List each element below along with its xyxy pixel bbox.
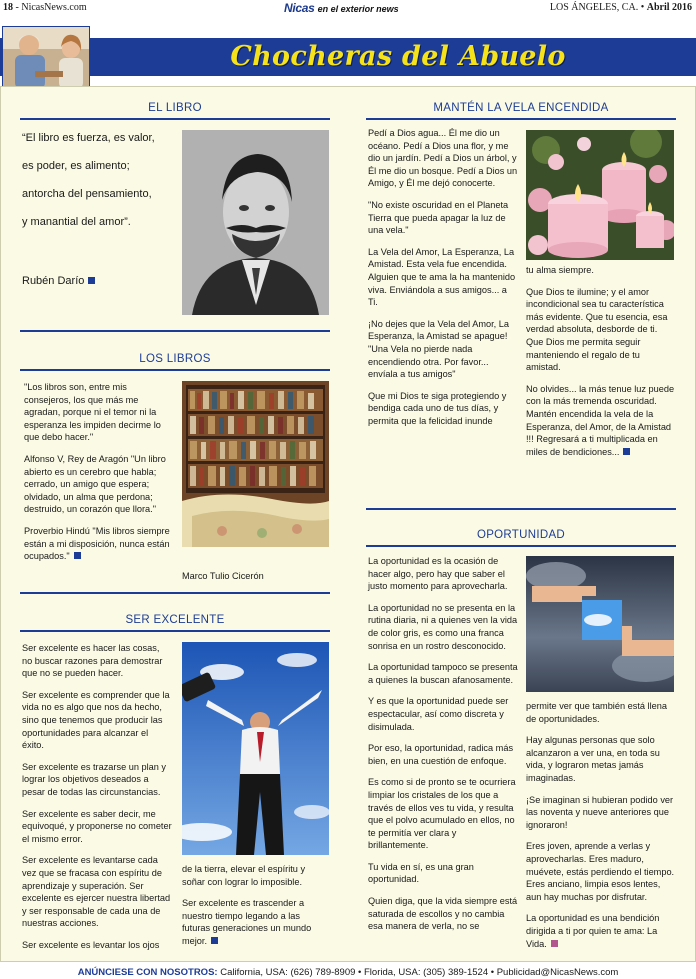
site-name: NicasNews.com: [21, 2, 87, 13]
poem-el-libro: [22, 130, 180, 242]
paragraph: ¡Se imaginan si hubieran podido ver las noventa y nueve anteriores que ignoraron!: [526, 794, 674, 830]
paragraph: Pedí a Dios agua... Él me dio un océano. Pedí a Dios una flor, y me dio un jardín. Pedí a Dios un árbol, y Él me dio un bosque. Pedí a Dios un Amigo, y Él me dejó conocerte.: [368, 128, 518, 189]
rule-ser-excelente: [20, 630, 330, 632]
poem-line: “El libro es fuerza, es valor,: [22, 132, 155, 144]
paragraph: No olvides... la más tenue luz puede con la más tremenda oscuridad. Mantén encendida la vela de la Esperanza, del Amor, de la Amistad !!! Regresará a ti multiplicada en miles de bendiciones...: [526, 383, 675, 457]
end-mark-icon: [211, 937, 218, 944]
paragraph: Por eso, la oportunidad, radica más bien, en una cuestión de enfoque.: [368, 743, 514, 766]
end-mark-icon: [623, 448, 630, 455]
rule-vela-bottom: [366, 508, 676, 510]
end-mark-icon: [74, 552, 81, 559]
rule-los-libros-bottom: [20, 592, 330, 594]
banner-title: Chocheras del Abuelo: [230, 41, 566, 72]
paragraph: permite ver que también está llena de oportunidades.: [526, 701, 667, 724]
poem-line: antorcha del pensamiento,: [22, 188, 152, 200]
heading-oportunidad: OPORTUNIDAD: [476, 529, 566, 541]
paragraph: La oportunidad es una bendición dirigida a ti por quien te ama: La Vida.: [526, 913, 660, 949]
ruben-dario-portrait: [182, 130, 329, 315]
author-name: Rubén Darío: [22, 275, 85, 287]
paragraph: "No existe oscuridad en el Planeta Tierra que pueda apagar la luz de una vela.": [368, 199, 509, 236]
masthead-tagline: en el exterior news: [317, 4, 399, 14]
paragraph: tu alma siempre.: [526, 265, 594, 275]
author-line: [22, 273, 172, 290]
heading-ser-excelente: SER EXCELENTE: [125, 614, 225, 626]
paragraph: Quien diga, que la vida siempre está saturada de escollos y no cambia esa manera de verla, no se: [368, 896, 518, 932]
rule-el-libro: [20, 118, 330, 120]
ser-excelente-col1: [22, 642, 172, 960]
end-mark-icon: [551, 940, 558, 947]
vela-col2: [526, 264, 676, 467]
rule-el-libro-bottom: [20, 330, 330, 332]
bookshelf-photo: [182, 381, 329, 547]
businessman-sky-photo: [182, 642, 329, 855]
paragraph: de la tierra, elevar el espíritu y soñar con lograr lo imposible.: [182, 864, 306, 887]
end-mark-icon: [88, 277, 95, 284]
paragraph: ¡No dejes que la Vela del Amor, La Esperanza, la Amistad se apague! "Una Vela no pierde nada encendiendo otra. Por favor... envíala a tus amigos": [368, 318, 509, 380]
paragraph: Eres joven, aprende a verlas y aprovecharlas. Eres maduro, muévete, estás perdiendo el tiempo. Eres anciano, limpia esos lentes, aun hay muchas por disfrutar.: [526, 841, 675, 902]
header-left: 18 - NicasNews.com: [3, 2, 87, 13]
paragraph: Ser excelente es saber decir, me equivoqué, y proponerse no cometer el mismo error.: [22, 808, 172, 844]
header-right: LOS ÁNGELES, CA. • Abril 2016: [549, 2, 692, 13]
paragraph: Ser excelente es hacer las cosas, no buscar razones para demostrar que no se pueden hacer.: [22, 643, 163, 679]
hands-clouds-photo: [526, 556, 674, 692]
poem-line: y manantial del amor”.: [22, 216, 131, 228]
paragraph: Ser excelente es comprender que la vida no es algo que nos da hecho, sino que tenemos que producir las oportunidades para alcanzar el éxito.: [22, 689, 170, 751]
rule-oportunidad: [366, 545, 676, 547]
paragraph: La oportunidad tampoco se presenta a quienes la buscan afanosamente.: [368, 662, 518, 685]
paragraph: Que Dios te ilumine; y el amor incondicional sea tu característica más evidente. Que tu esencia, esa verdad absoluta, desborde de ti. Que Dios me permita seguir manteniendo el regalo de tu amistad.: [526, 286, 668, 373]
poem-line: es poder, es alimento;: [22, 160, 130, 172]
quote-paragraph: Proverbio Hindú "Mis libros siempre están a mi disposición, nunca están ocupados.": [24, 525, 170, 562]
quote-paragraph: Alfonso V, Rey de Aragón "Un libro abierto es un cerebro que habla; cerrado, un amigo que espera; olvidado, un alma que perdona; destruido, un corazón que llora.": [24, 453, 166, 515]
paragraph: Es como si de pronto se te ocurriera limpiar los cristales de los que a través de ellos ves tu vida, y resulta que el polvo acumulado en ellos, no te permitía ver clara y brillantemente.: [368, 777, 516, 851]
oportunidad-col2: [526, 700, 676, 959]
issue-date: Abril 2016: [646, 2, 692, 13]
masthead: [284, 1, 399, 15]
ser-excelente-col2: [182, 863, 329, 957]
city: LOS ÁNGELES, CA.: [549, 2, 639, 13]
paragraph: Ser excelente es trascender a nuestro tiempo legando a las futuras generaciones un mundo mejor.: [182, 898, 312, 946]
paragraph: Ser excelente es trazarse un plan y lograr los objetivos deseados a pesar de todas las circunstancias.: [22, 761, 167, 797]
footer-contact: California, USA: (626) 789-8909 • Florida, USA: (305) 389-1524 • Publicidad@NicasNews.com: [220, 967, 619, 978]
rule-los-libros: [20, 369, 330, 371]
paragraph: Ser excelente es levantarse cada vez que se fracasa con espíritu de aprendizaje y superación. Ser excelente es ejercer nuestra libertad y ser responsable de cada una de nuestras acciones.: [22, 855, 171, 929]
footer-label: ANÚNCIESE CON NOSOTROS:: [77, 967, 218, 978]
paragraph: Ser excelente es levantar los ojos: [22, 939, 160, 950]
vela-col1: [368, 127, 518, 436]
paragraph: Y es que la oportunidad puede ser espectacular, así como discreta y disimulada.: [368, 696, 509, 732]
paragraph: La oportunidad es la ocasión de hacer algo, pero hay que saber el justo momento para aprovecharla.: [368, 556, 508, 592]
paragraph: Tu vida en sí, es una gran oportunidad.: [368, 861, 474, 885]
rule-vela: [366, 118, 676, 120]
heading-los-libros: LOS LIBROS: [139, 353, 211, 365]
grandparents-photo: [2, 26, 90, 88]
paragraph: Hay algunas personas que solo alcanzaron a ver una, en toda su vida, y lograron metas jamás imaginadas.: [526, 735, 660, 783]
quote-paragraph: "Los libros son, entre mis consejeros, los que más me agradan, porque ni el temor ni la esperanza les impiden decirme lo que debo hacer.": [24, 382, 161, 443]
paragraph: La oportunidad no se presenta en la rutina diaria, ni a quienes ven la vida de color gris, es como una franca sonrisa en un rostro desconocido.: [368, 602, 518, 651]
heading-vela: MANTÉN LA VELA ENCENDIDA: [433, 102, 609, 114]
oportunidad-col1: [368, 555, 518, 942]
los-libros-text: [24, 381, 174, 572]
paragraph: La Vela del Amor, La Esperanza, La Amistad. Esta vela fue encendida. Alguien que te ama la ha mantenido viva. Enviándola a sus amigos... a Ti.: [368, 246, 516, 308]
heading-el-libro: EL LIBRO: [148, 102, 202, 114]
page-header: [0, 0, 696, 16]
candles-photo: [526, 130, 674, 260]
nicas-logo: Nicas: [284, 1, 315, 15]
page-footer: [0, 967, 696, 978]
paragraph: Que mi Dios te siga protegiendo y bendiga cada uno de tus días, y permita que la felicidad inunde: [368, 390, 507, 426]
photo-caption: Marco Tulio Cicerón: [182, 571, 264, 581]
